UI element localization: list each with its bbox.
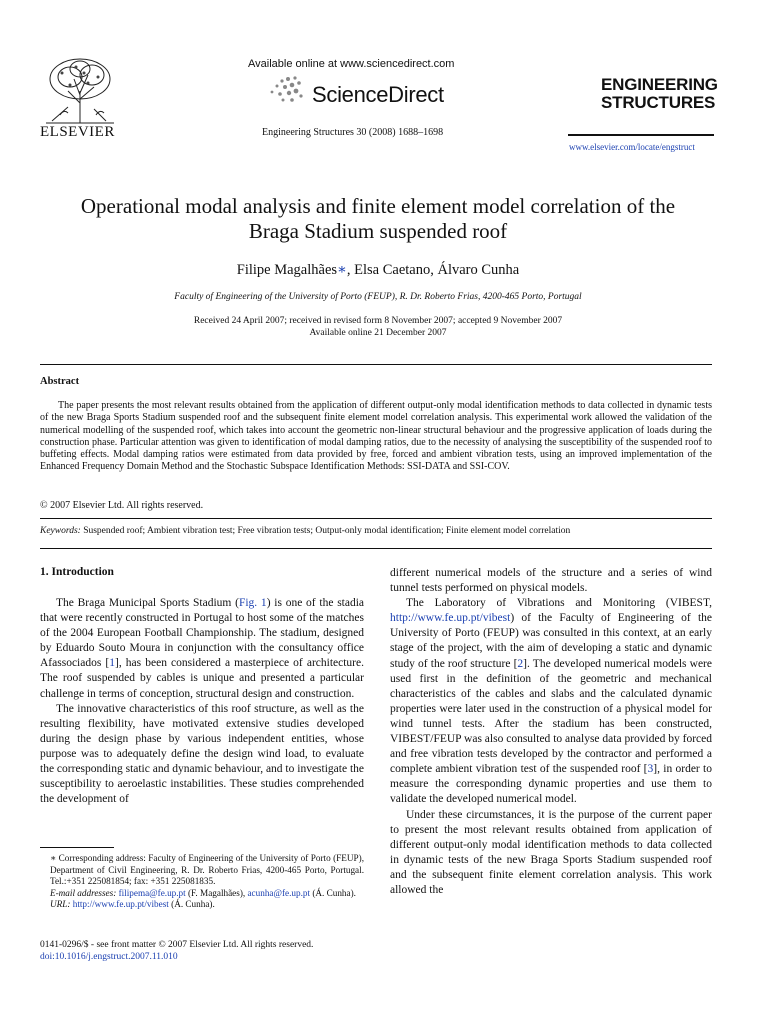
intro-paragraph-2: The innovative characteristics of this roof structure, as well as the resulting flexibility, have motivated extensive studies developed during the design phase by various independent entities, whose purpose was to adequately define the design wind load, to evaluate the corresponding static and dynamic behaviour, and to investigate the susceptibility to aeroelastic instabilities. These studies comprehended the development of (40, 702, 364, 806)
vibest-url-link[interactable]: http://www.fe.up.pt/vibest (72, 899, 169, 910)
email-cunha-link[interactable]: acunha@fe.up.pt (247, 887, 311, 898)
left-column (40, 596, 364, 807)
abstract-paragraph: The paper presents the most relevant results obtained from the application of different output-only modal identification methods to data collected in dynamic tests of the new Braga Sports Stadium suspended roof and the subsequent finite element model correlation analysis. This experimental work allowed the validation of the numerical modelling of the suspended roof, which takes into account the geometric non-linear structural behaviour and the progressive application of loads during the construction phase. Particular attention was given to identification of modal damping ratios, due to the necessity of analysing the susceptibility of the suspended roof to buffeting effects. Modal damping ratios were estimated from data provided by free, forced and ambient vibration tests, using an improved implementation of the Enhanced Frequency Domain Method and the Stochastic Subspace Identification Methods: SSI-DATA and SSI-COV. (40, 400, 712, 473)
keywords (40, 526, 570, 536)
abstract-top-rule (40, 364, 712, 365)
elsevier-tree-logo (40, 55, 120, 125)
received-dates: Received 24 April 2007; received in revised form 8 November 2007; accepted 9 November 2007 (193, 316, 563, 326)
journal-title-line1: ENGINEERING (601, 75, 718, 94)
journal-reference: Engineering Structures 30 (2008) 1688–1698 (262, 127, 444, 138)
keywords-label: Keywords: (40, 526, 81, 536)
sciencedirect-dots-icon (268, 75, 304, 103)
article-title-line1: Operational modal analysis and finite element model correlation of the (80, 194, 676, 218)
article-title-line2: Braga Stadium suspended roof (248, 219, 508, 243)
url-footnote: URL: http://www.fe.up.pt/vibest (Á. Cunha). (50, 899, 215, 910)
section-heading-introduction: 1. Introduction (40, 566, 114, 578)
intro-paragraph-3: The Laboratory of Vibrations and Monitoring (VIBEST, http://www.fe.up.pt/vibest) of the Faculty of Engineering of the University of Porto (FEUP) was consulted in this context, at an early stage of the project, with the aim of developing a static and dynamic study of the roof structure [2]. The developed numerical models were used first in the definition of the geometric and mechanical characteristics of the cables and slabs and the calculated dynamic properties were later used in the construction of a physical model for wind tunnel tests. After the stadium has been constructed, VIBEST/FEUP was also consulted to analyse data provided by forced and free vibration tests developed by the contractor and performed a complete ambient vibration test of the suspended roof [3], in order to measure the corresponding dynamic properties and use them to validate the developed numerical model. (390, 597, 712, 806)
author-others: , Elsa Caetano, Álvaro Cunha (346, 262, 520, 278)
ref-3-link[interactable]: 3 (647, 763, 654, 776)
author-list (40, 262, 716, 279)
ref-2-link[interactable]: 2 (517, 657, 524, 670)
footnotes (40, 853, 364, 911)
keywords-bottom-rule (40, 548, 712, 549)
journal-title-rule (568, 134, 714, 136)
doi-link[interactable]: doi:10.1016/j.engstruct.2007.11.010 (40, 952, 178, 962)
article-dates (40, 315, 716, 339)
author-magalhaes: Filipe Magalhães (236, 262, 338, 278)
corresponding-author-mark[interactable]: ∗ (337, 262, 347, 278)
fig1-link[interactable]: Fig. 1 (238, 597, 267, 609)
email-footnote: E-mail addresses: filipema@fe.up.pt (F. Magalhães), acunha@fe.up.pt (Á. Cunha). (50, 887, 356, 898)
intro-paragraph-2-cont: different numerical models of the structure and a series of wind tunnel tests performed on physical models. (390, 567, 712, 595)
ref-1-link[interactable]: 1 (109, 657, 115, 670)
corresponding-address: ∗ Corresponding address: Faculty of Engineering of the University of Porto (FEUP), Department of Civil Engineering, R. Dr. Roberto Frias, 4200-465 Porto, Portugal. Tel.:+351 225081854; fax: +351 225081835. (50, 853, 364, 887)
sciencedirect-wordmark: ScienceDirect (312, 82, 444, 107)
affiliation: Faculty of Engineering of the University of Porto (FEUP), R. Dr. Roberto Frias, 4200-465 Porto, Portugal (174, 292, 582, 302)
article-title (40, 194, 716, 244)
online-date: Available online 21 December 2007 (309, 328, 447, 338)
issn-line: 0141-0296/$ - see front matter © 2007 Elsevier Ltd. All rights reserved. (40, 940, 314, 950)
journal-title (601, 76, 716, 112)
publisher-name: ELSEVIER (40, 124, 115, 140)
front-matter (40, 939, 313, 963)
available-online: Available online at www.sciencedirect.com (248, 58, 455, 70)
abstract-copyright: © 2007 Elsevier Ltd. All rights reserved. (40, 500, 204, 511)
footnote-rule (40, 847, 114, 848)
keywords-list: Suspended roof; Ambient vibration test; Free vibration tests; Output-only modal identification; Finite element model correlation (80, 526, 571, 536)
intro-paragraph-4: Under these circumstances, it is the purpose of the current paper to present the most relevant results obtained from application of different output-only modal identification methods to data collected in dynamic tests of the new Braga Sports Stadium suspended roof and the subsequent finite element correlation analysis. This work allowed the (390, 808, 712, 896)
intro-paragraph-1: The Braga Municipal Sports Stadium (Fig. 1) is one of the stadia that were recently constructed in Portugal to host some of the matches of the 2004 European Football Championship. The stadium, designed by Eduardo Souto Moura in conjunction with the consultancy office Afassociados [1], has been considered a masterpiece of architecture. The roof suspended by cables is unique and presented a particular challenge in terms of conception, structural design and construction. (40, 597, 365, 700)
keywords-top-rule (40, 518, 712, 519)
abstract-heading: Abstract (40, 376, 80, 387)
email-magalhaes-link[interactable]: filipema@fe.up.pt (118, 887, 186, 898)
abstract-text (40, 400, 712, 474)
journal-title-line2: STRUCTURES (601, 93, 716, 112)
vibest-link[interactable]: http://www.fe.up.pt/vibest (390, 612, 511, 625)
right-column (390, 566, 712, 898)
journal-url-link[interactable]: www.elsevier.com/locate/engstruct (569, 142, 695, 152)
